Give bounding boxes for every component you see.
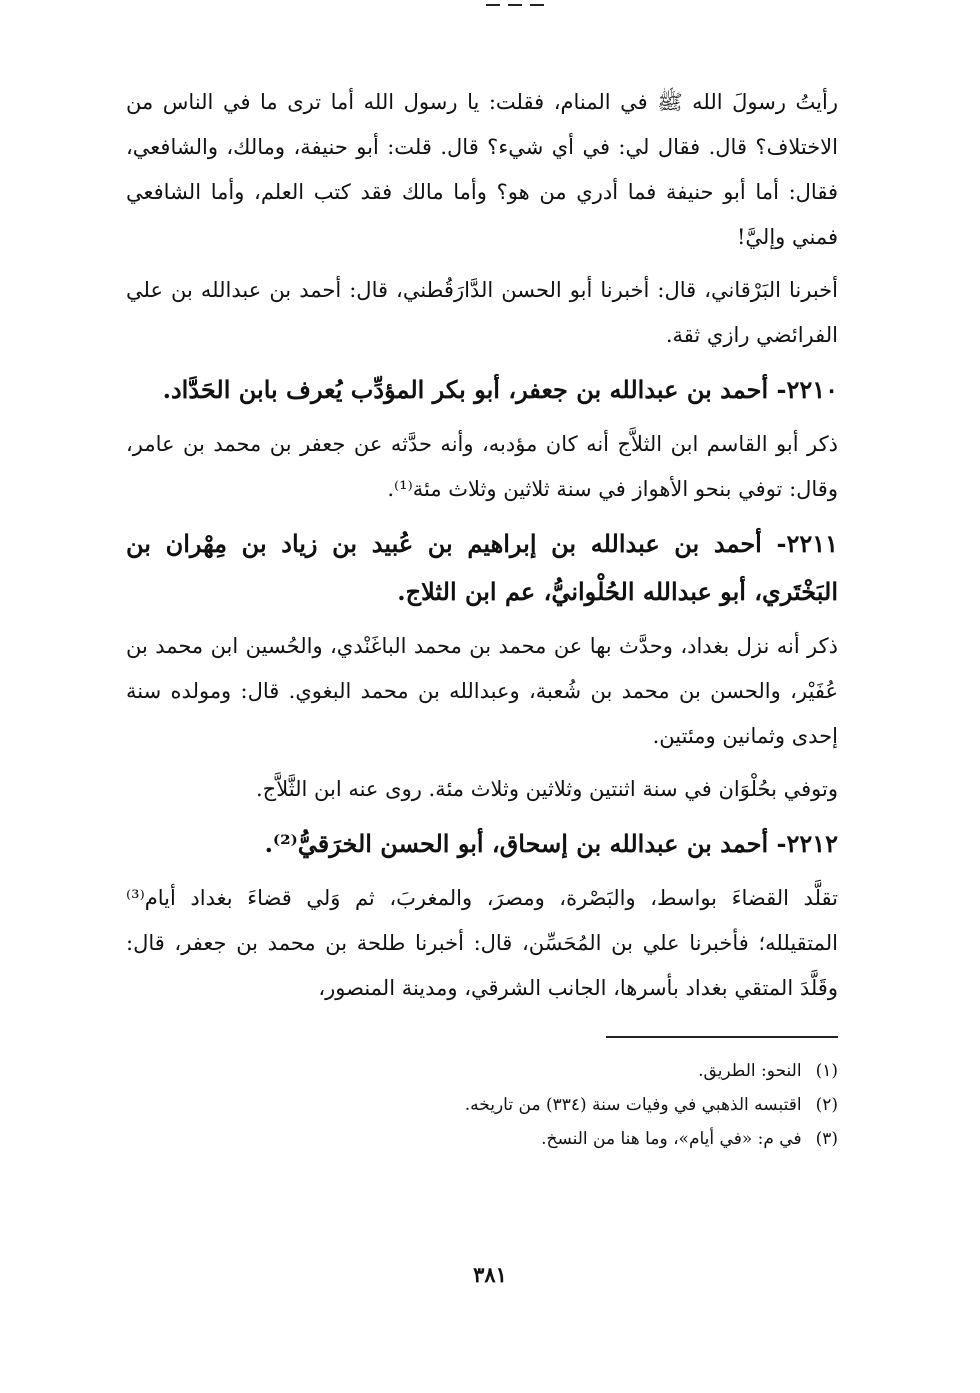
paragraph-entry-2210: ذكر أبو القاسم ابن الثلاَّج أنه كان مؤدبه، وأنه حدَّثه عن جعفر بن محمد بن عامر، وقال: توفي بنحو الأهواز في سنة ثلاثين وثلاث مئة⁽¹⁾. bbox=[126, 432, 838, 501]
footnote-item bbox=[126, 1054, 838, 1088]
footnote-text: اقتبسه الذهبي في وفيات سنة (٣٣٤) من تاريخه. bbox=[464, 1095, 802, 1115]
footnote-divider bbox=[606, 1036, 838, 1038]
paragraph-dream-narration: رأيتُ رسولَ الله ﷺ في المنام، فقلت: يا رسول الله أما ترى ما في الناس من الاختلاف؟ قال. فقال لي: في أي شيء؟ قال. قلت: أبو حنيفة، ومالك، والشافعي، فقال: أما أبو حنيفة فما أدري من هو؟ وأما مالك فقد كتب العلم، وأما الشافعي فمني وإليَّ! bbox=[126, 90, 838, 249]
entry-heading-2212: ٢٢١٢- أحمد بن عبدالله بن إسحاق، أبو الحسن الخرَقيُّ⁽²⁾. bbox=[264, 829, 838, 858]
paragraph-entry-2211-death: وتوفي بحُلْوَان في سنة اثنتين وثلاثين وثلاث مئة. روى عنه ابن الثَّلاَّج. bbox=[255, 777, 838, 801]
entry-heading-2211: ٢٢١١- أحمد بن عبدالله بن إبراهيم بن عُبيد بن زياد بن مِهْران بن البَخْتَري، أبو عبدالله الحُلْوانيُّ، عم ابن الثلاج. bbox=[126, 529, 838, 606]
footnote-number: (٢) bbox=[815, 1095, 838, 1115]
entry-heading-2210: ٢٢١٠- أحمد بن عبدالله بن جعفر، أبو بكر المؤدِّب يُعرف بابن الحَدَّاد. bbox=[162, 375, 838, 404]
footnote-item bbox=[126, 1122, 838, 1156]
main-text-block bbox=[126, 80, 838, 1019]
paragraph-entry-2212: تقلَّد القضاءَ بواسط، والبَصْرة، ومصرَ، والمغربَ، ثم وَلي قضاءَ بغداد أيام⁽³⁾ المتقيلله؛ فأخبرنا علي بن المُحَسِّن، قال: أخبرنا طلحة بن محمد بن جعفر، قال: وقَلَّدَ المتقي بغداد بأسرها، الجانب الشرقي، ومدينة المنصور، bbox=[126, 886, 838, 1000]
footnote-number: (١) bbox=[815, 1061, 838, 1081]
top-page-mark bbox=[486, 4, 546, 6]
page-number: ٣٨١ bbox=[473, 1262, 507, 1287]
footnote-number: (٣) bbox=[815, 1129, 838, 1149]
footnote-text: في م: «في أيام»، وما هنا من النسخ. bbox=[541, 1129, 802, 1149]
footnotes-block bbox=[126, 1054, 838, 1156]
footnote-item bbox=[126, 1088, 838, 1122]
paragraph-entry-2211: ذكر أنه نزل بغداد، وحدَّث بها عن محمد بن محمد الباغَنْدي، والحُسين ابن محمد بن عُفَيْر، والحسن بن محمد بن شُعبة، وعبدالله بن محمد البغوي. قال: ومولده سنة إحدى وثمانين ومئتين. bbox=[126, 634, 838, 748]
paragraph-barqani-report: أخبرنا البَرْقاني، قال: أخبرنا أبو الحسن الدَّارَقُطني، قال: أحمد بن عبدالله بن علي الفرائضي رازي ثقة. bbox=[126, 278, 838, 347]
footnote-text: النحو: الطريق. bbox=[698, 1061, 802, 1081]
